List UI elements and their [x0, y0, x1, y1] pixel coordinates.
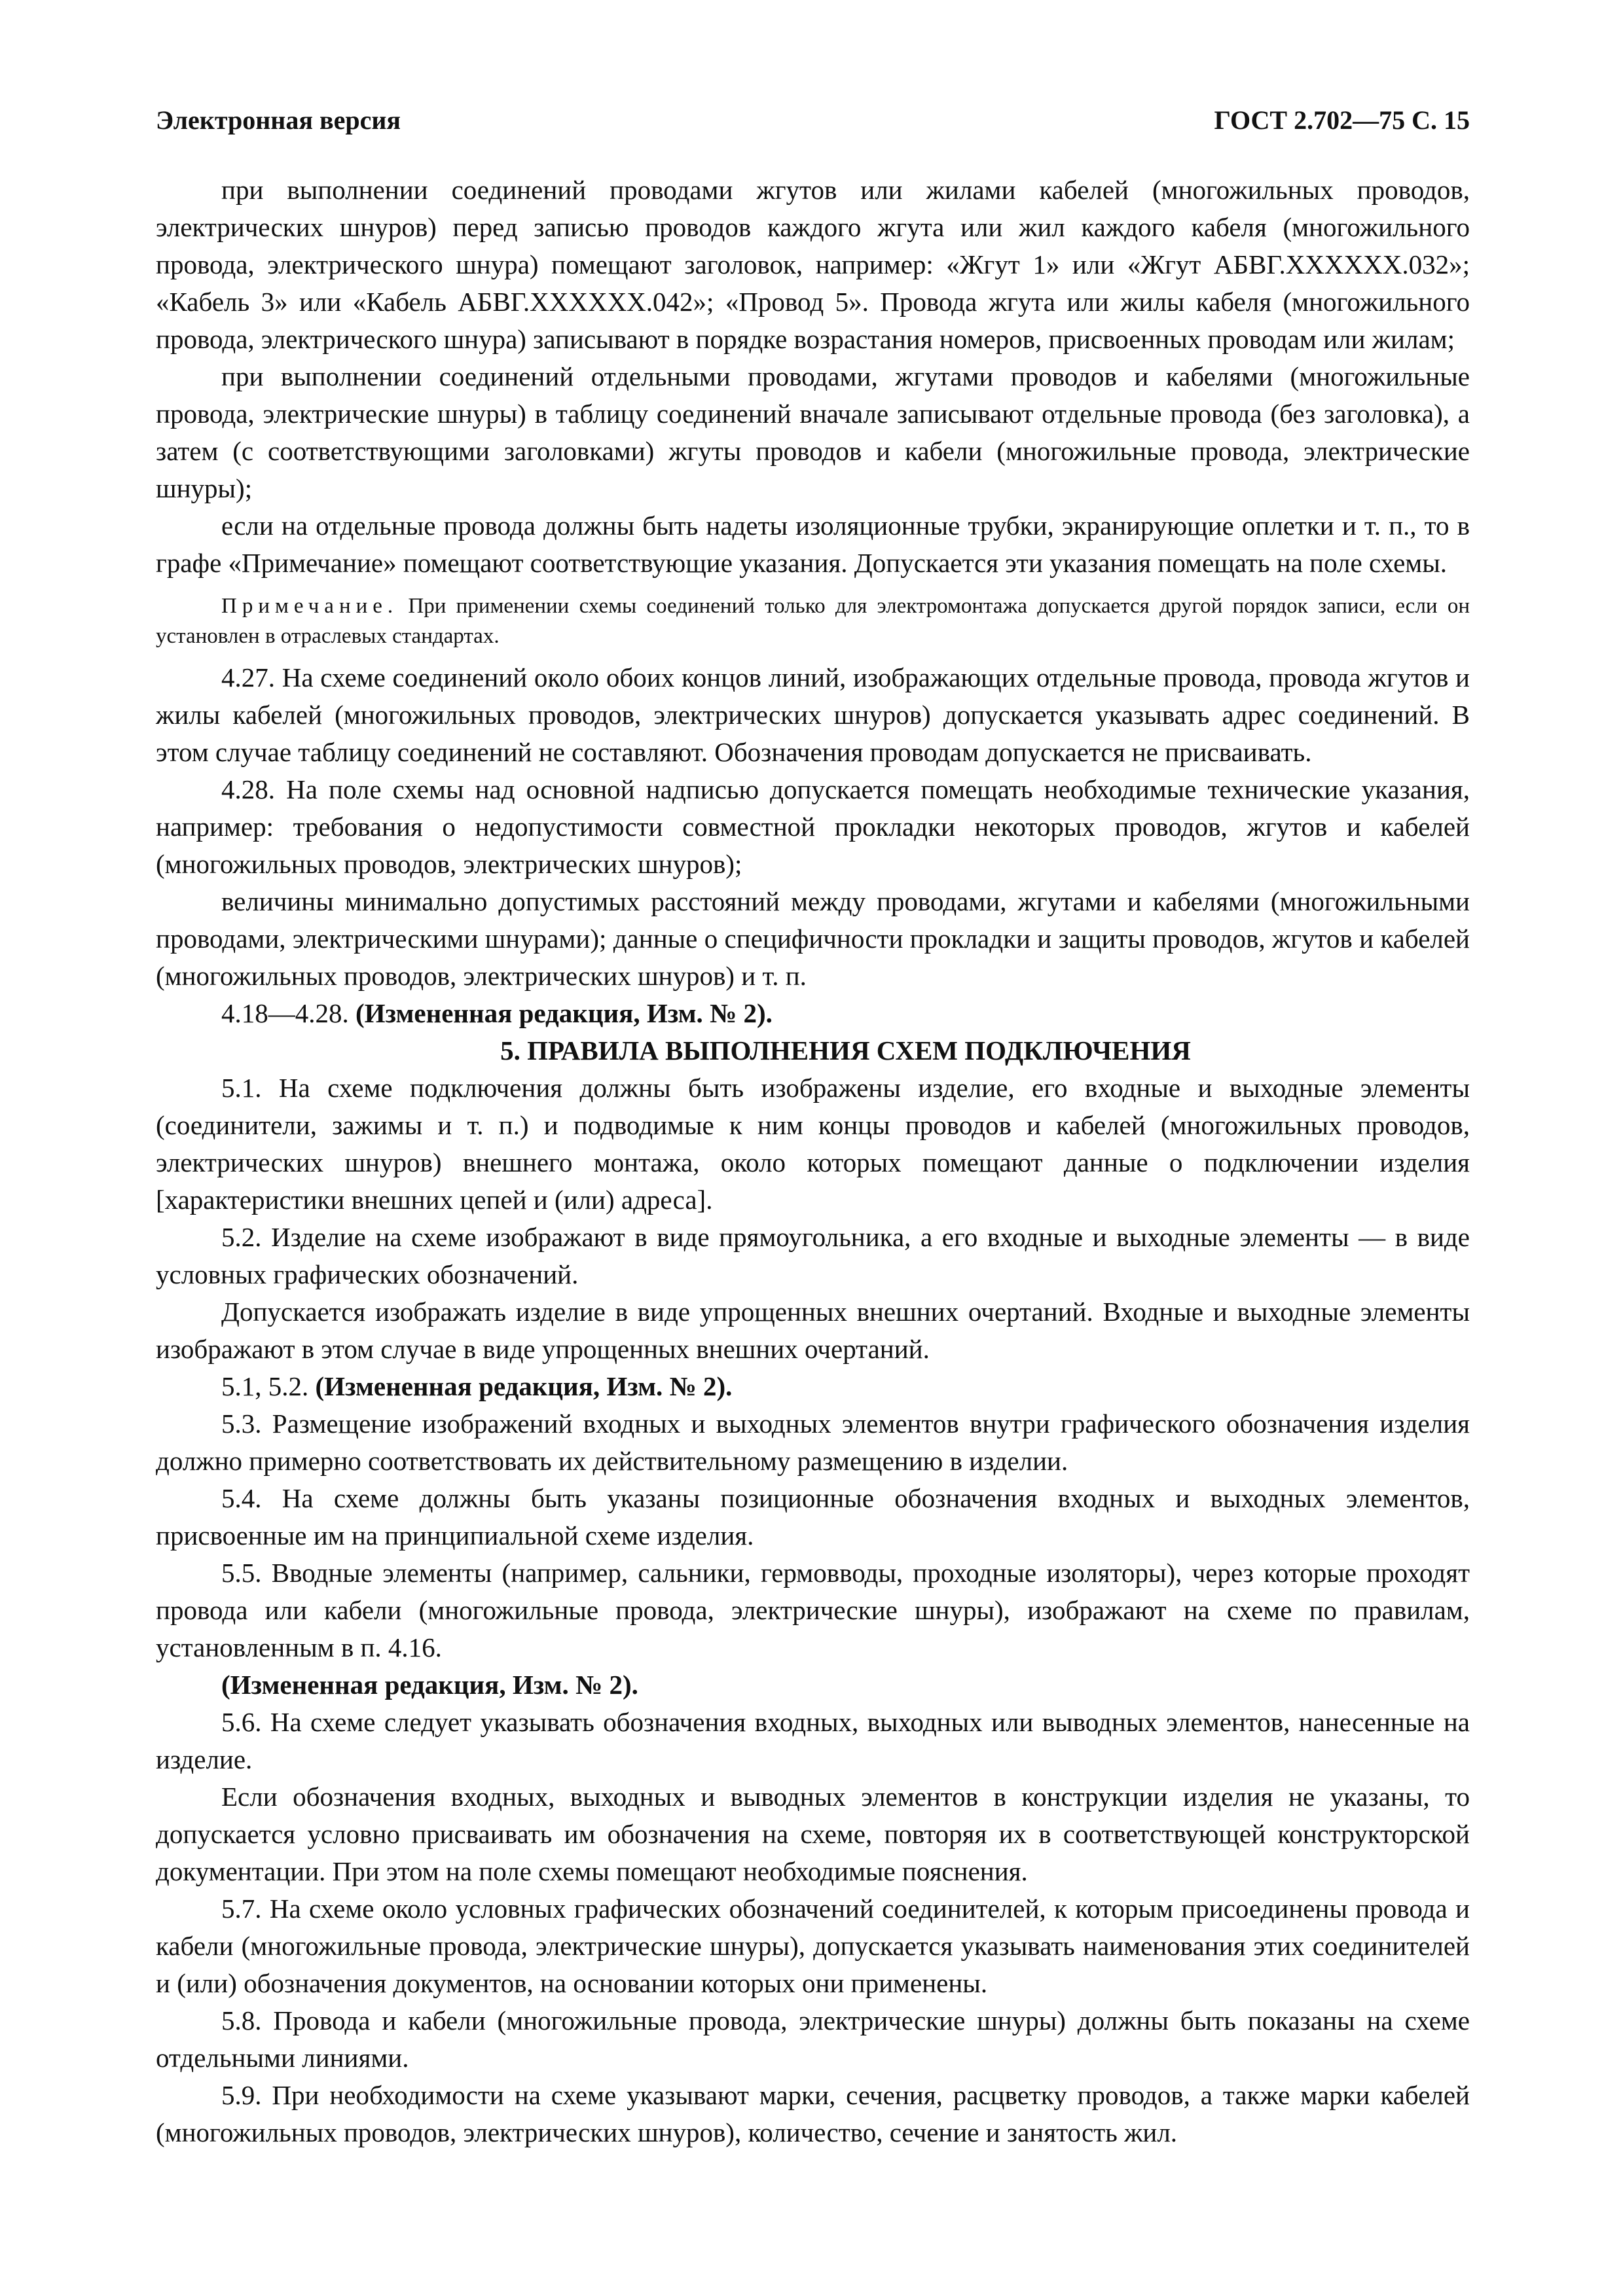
- document-body: [156, 171, 1470, 2151]
- revision-note: (Измененная редакция, Изм. № 2).: [221, 1670, 638, 1700]
- paragraph: при выполнении соединений отдельными проводами, жгутами проводов и кабелями (многожильные провода, электрические шнуры) в таблицу соединений вначале записывают отдельные провода (без заголовка), а затем (с соответствующими заголовками) жгуты проводов и кабели (многожильные провода, электрические шнуры);: [156, 361, 1470, 503]
- revision-prefix: 4.18—4.28.: [221, 998, 356, 1028]
- revision-note: [156, 995, 1470, 1032]
- paragraph: если на отдельные провода должны быть надеты изоляционные трубки, экранирующие оплетки и т. п., то в графе «Примечание» помещают соответствующие указания. Допускается эти указания помещать на поле схемы.: [156, 511, 1470, 578]
- paragraph: 4.27. На схеме соединений около обоих концов линий, изображающих отдельные провода, провода жгутов и жилы кабелей (многожильных проводов, электрических шнуров) допускается указывать адрес соединений. В этом случае таблицу соединений не составляют. Обозначения проводам допускается не присваивать.: [156, 662, 1470, 767]
- revision-note: [156, 1368, 1470, 1405]
- section-title: 5. ПРАВИЛА ВЫПОЛНЕНИЯ СХЕМ ПОДКЛЮЧЕНИЯ: [500, 1035, 1191, 1066]
- paragraph: 5.7. На схеме около условных графических обозначений соединителей, к которым присоединены провода и кабели (многожильные провода, электрические шнуры), допускается указывать наименования этих соединителей и (или) обозначения документов, на основании которых они применены.: [156, 1893, 1470, 1998]
- paragraph: 5.2. Изделие на схеме изображают в виде прямоугольника, а его входные и выходные элементы — в виде условных графических обозначений.: [156, 1222, 1470, 1289]
- revision-prefix: 5.1, 5.2.: [221, 1371, 316, 1401]
- note-label: Примечание.: [221, 594, 399, 618]
- revision-bold: (Измененная редакция, Изм. № 2).: [356, 998, 773, 1028]
- page-header: [156, 105, 1470, 144]
- paragraph: 5.6. На схеме следует указывать обозначения входных, выходных или выводных элементов, нанесенные на изделие.: [156, 1707, 1470, 1774]
- note-text: При применении схемы соединений только для электромонтажа допускается другой порядок записи, если он установлен в отраслевых стандартах.: [156, 594, 1470, 648]
- paragraph: 5.8. Провода и кабели (многожильные провода, электрические шнуры) должны быть показаны на схеме отдельными линиями.: [156, 2005, 1470, 2073]
- paragraph: 5.9. При необходимости на схеме указывают марки, сечения, расцветку проводов, а также марки кабелей (многожильных проводов, электрических шнуров), количество, сечение и занятость жил.: [156, 2080, 1470, 2147]
- paragraph: 5.3. Размещение изображений входных и выходных элементов внутри графического обозначения изделия должно примерно соответствовать их действительному размещению в изделии.: [156, 1408, 1470, 1476]
- header-left-label: Электронная версия: [156, 105, 401, 135]
- paragraph: Допускается изображать изделие в виде упрощенных внешних очертаний. Входные и выходные элементы изображают в этом случае в виде упрощенных внешних очертаний.: [156, 1297, 1470, 1364]
- paragraph: 5.4. На схеме должны быть указаны позиционные обозначения входных и выходных элементов, присвоенные им на принципиальной схеме изделия.: [156, 1483, 1470, 1551]
- paragraph: величины минимально допустимых расстояний между проводами, жгутами и кабелями (многожильными проводами, электрическими шнурами); данные о специфичности прокладки и защиты проводов, жгутов и кабелей (многожильных проводов, электрических шнуров) и т. п.: [156, 886, 1470, 991]
- paragraph: 4.28. На поле схемы над основной надписью допускается помещать необходимые технические указания, например: требования о недопустимости совместной прокладки некоторых проводов, жгутов и кабелей (многожильных проводов, электрических шнуров);: [156, 774, 1470, 879]
- revision-bold: (Измененная редакция, Изм. № 2).: [315, 1371, 733, 1401]
- paragraph: при выполнении соединений проводами жгутов или жилами кабелей (многожильных проводов, электрических шнуров) перед записью проводов каждого жгута или жил каждого кабеля (многожильного провода, электрического шнура) помещают заголовок, например: «Жгут 1» или «Жгут АБВГ.XXXXXX.032»; «Кабель 3» или «Кабель АБВГ.XXXXXX.042»; «Провод 5». Провода жгута или жилы кабеля (многожильного провода, электрического шнура) записывают в порядке возрастания номеров, присвоенных проводам или жилам;: [156, 175, 1470, 354]
- paragraph: 5.1. На схеме подключения должны быть изображены изделие, его входные и выходные элементы (соединители, зажимы и т. п.) и подводимые к ним концы проводов и кабелей (многожильных проводов, электрических шнуров) внешнего монтажа, около которых помещают данные о подключении изделия [характеристики внешних цепей и (или) адреса].: [156, 1073, 1470, 1215]
- paragraph: Если обозначения входных, выходных и выводных элементов в конструкции изделия не указаны, то допускается условно присваивать им обозначения на схеме, повторяя их в соответствующей конструкторской документации. При этом на поле схемы помещают необходимые пояснения.: [156, 1782, 1470, 1886]
- note-paragraph: [156, 591, 1470, 651]
- header-right-label: ГОСТ 2.702—75 С. 15: [1214, 105, 1470, 135]
- paragraph: 5.5. Вводные элементы (например, сальники, гермовводы, проходные изоляторы), через которые проходят провода или кабели (многожильные провода, электрические шнуры), изображают на схеме по правилам, установленным в п. 4.16.: [156, 1558, 1470, 1662]
